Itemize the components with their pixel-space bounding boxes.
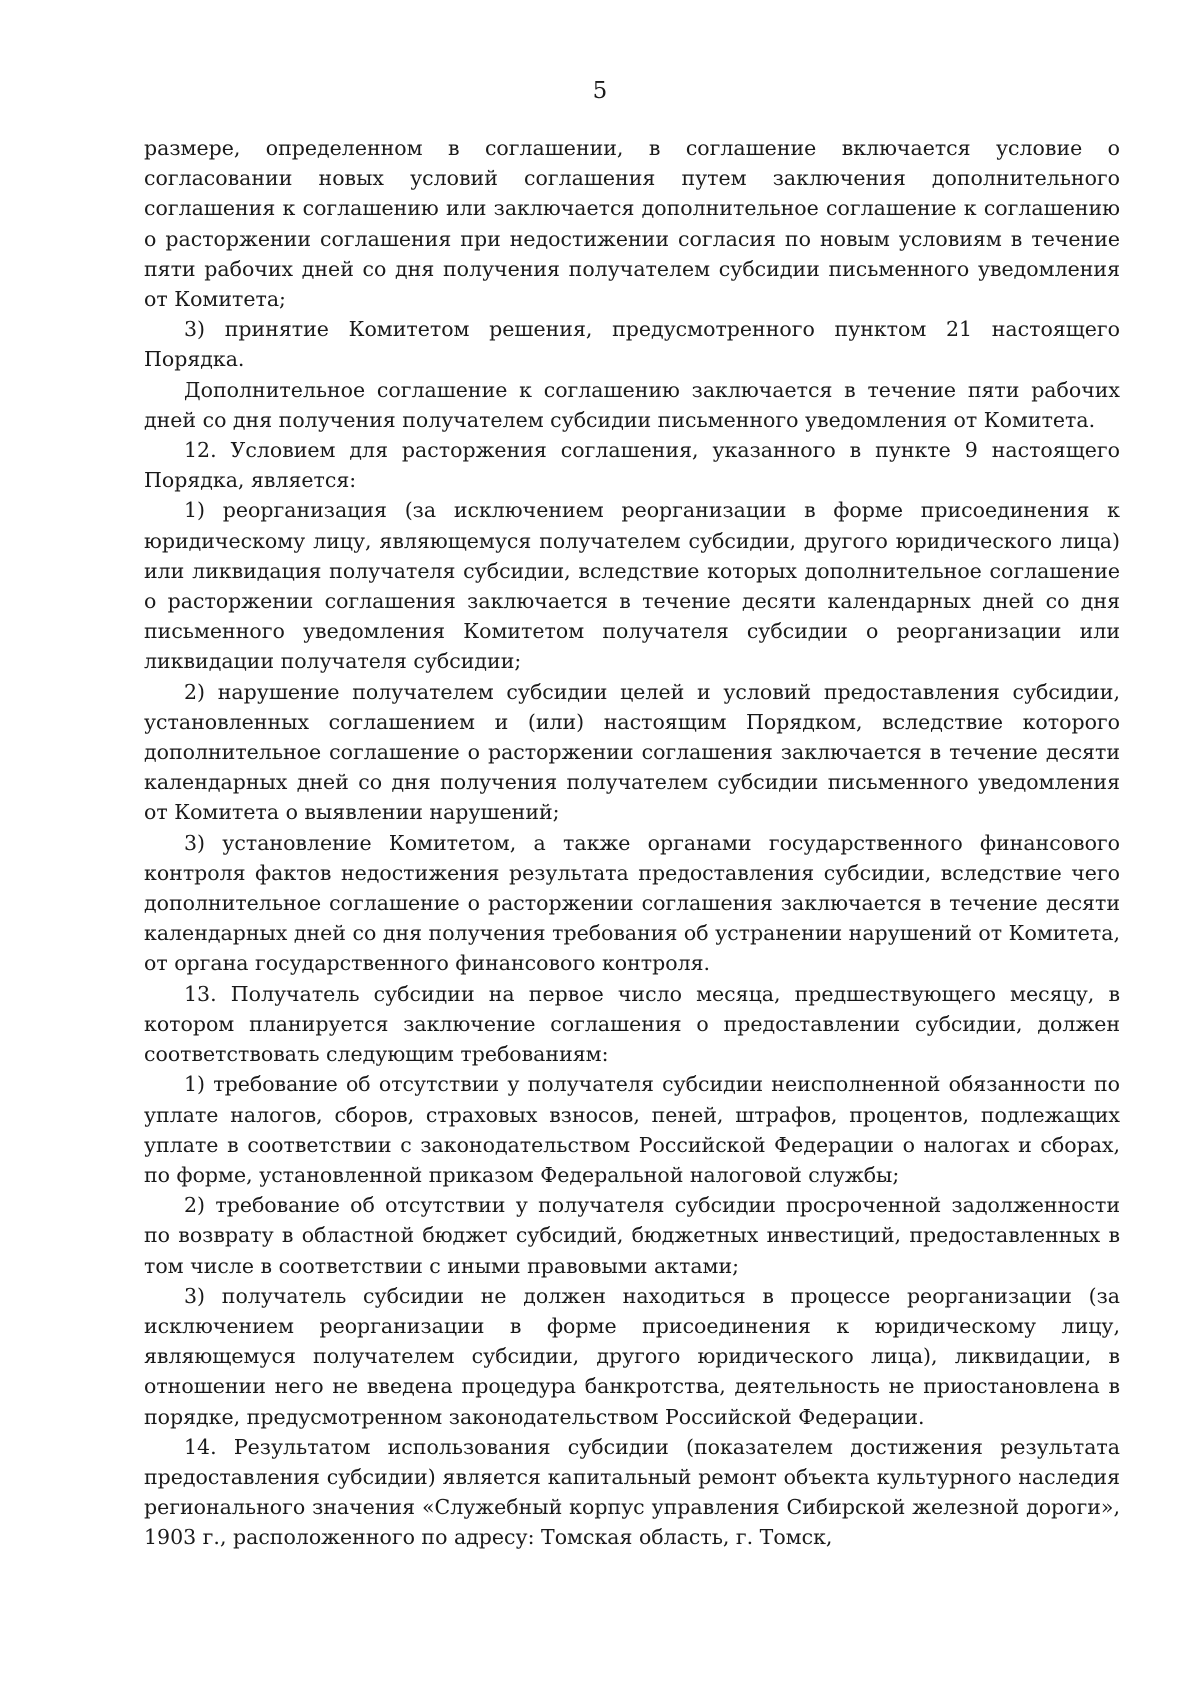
paragraph-item-13-1: 1) требование об отсутствии у получателя субсидии неисполненной обязанности по уплате налогов, сборов, страховых взносов, пеней, штрафов, процентов, подлежащих уплате в соответствии с законодательством Российской Федерации о налогах и сборах, по форме, установленной приказом Федеральной налоговой службы; bbox=[144, 1072, 1120, 1187]
paragraph-item-12-3: 3) установление Комитетом, а также органами государственного финансового контроля фактов недостижения результата предоставления субсидии, вследствие чего дополнительное соглашение о расторжении соглашения заключается в течение десяти календарных дней со дня получения требования об устранении нарушений от Комитета, от органа государственного финансового контроля. bbox=[144, 830, 1120, 976]
page-number: 5 bbox=[592, 78, 608, 104]
paragraph-item-13-2: 2) требование об отсутствии у получателя субсидии просроченной задолженности по возврату в областной бюджет субсидий, бюджетных инвестиций, предоставленных в том числе в соответствии с иными правовыми актами; bbox=[144, 1193, 1120, 1278]
paragraph-item-11-3: 3) принятие Комитетом решения, предусмотренного пунктом 21 настоящего Порядка. bbox=[144, 317, 1120, 372]
paragraph-clause-13: 13. Получатель субсидии на первое число месяца, предшествующего месяцу, в котором планируется заключение соглашения о предоставлении субсидии, должен соответствовать следующим требованиям: bbox=[144, 981, 1120, 1067]
paragraph-item-13-3: 3) получатель субсидии не должен находиться в процессе реорганизации (за исключением реорганизации в форме присоединения к юридическому лицу, являющемуся получателем субсидии, другого юридического лица), ликвидации, в отношении него не введена процедура банкротства, деятельность не приостановлена в порядке, предусмотренном законодательством Российской Федерации. bbox=[144, 1283, 1120, 1429]
paragraph-clause-14: 14. Результатом использования субсидии (показателем достижения результата предоставления субсидии) является капитальный ремонт объекта культурного наследия регионального значения «Служебный корпус управления Сибирской железной дороги», 1903 г., расположенного по адресу: Томская область, г. Томск, bbox=[144, 1434, 1120, 1550]
document-body bbox=[144, 133, 1120, 1553]
paragraph-continuation: размере, определенном в соглашении, в соглашение включается условие о согласовании новых условий соглашения путем заключения дополнительного соглашения к соглашению или заключается дополнительное соглашение к соглашению о расторжении соглашения при недостижении согласия по новым условиям в течение пяти рабочих дней со дня получения получателем субсидии письменного уведомления от Комитета; bbox=[144, 136, 1120, 312]
paragraph-item-12-1: 1) реорганизация (за исключением реорганизации в форме присоединения к юридическому лицу, являющемуся получателем субсидии, другого юридического лица) или ликвидация получателя субсидии, вследствие которых дополнительное соглашение о расторжении соглашения заключается в течение десяти календарных дней со дня письменного уведомления Комитетом получателя субсидии о реорганизации или ликвидации получателя субсидии; bbox=[144, 498, 1120, 674]
paragraph-clause-12: 12. Условием для расторжения соглашения, указанного в пункте 9 настоящего Порядка, является: bbox=[144, 438, 1120, 493]
paragraph-supplementary-agreement: Дополнительное соглашение к соглашению заключается в течение пяти рабочих дней со дня получения получателем субсидии письменного уведомления от Комитета. bbox=[144, 377, 1120, 432]
paragraph-item-12-2: 2) нарушение получателем субсидии целей и условий предоставления субсидии, установленных соглашением и (или) настоящим Порядком, вследствие которого дополнительное соглашение о расторжении соглашения заключается в течение десяти календарных дней со дня получения получателем субсидии письменного уведомления от Комитета о выявлении нарушений; bbox=[144, 679, 1120, 825]
